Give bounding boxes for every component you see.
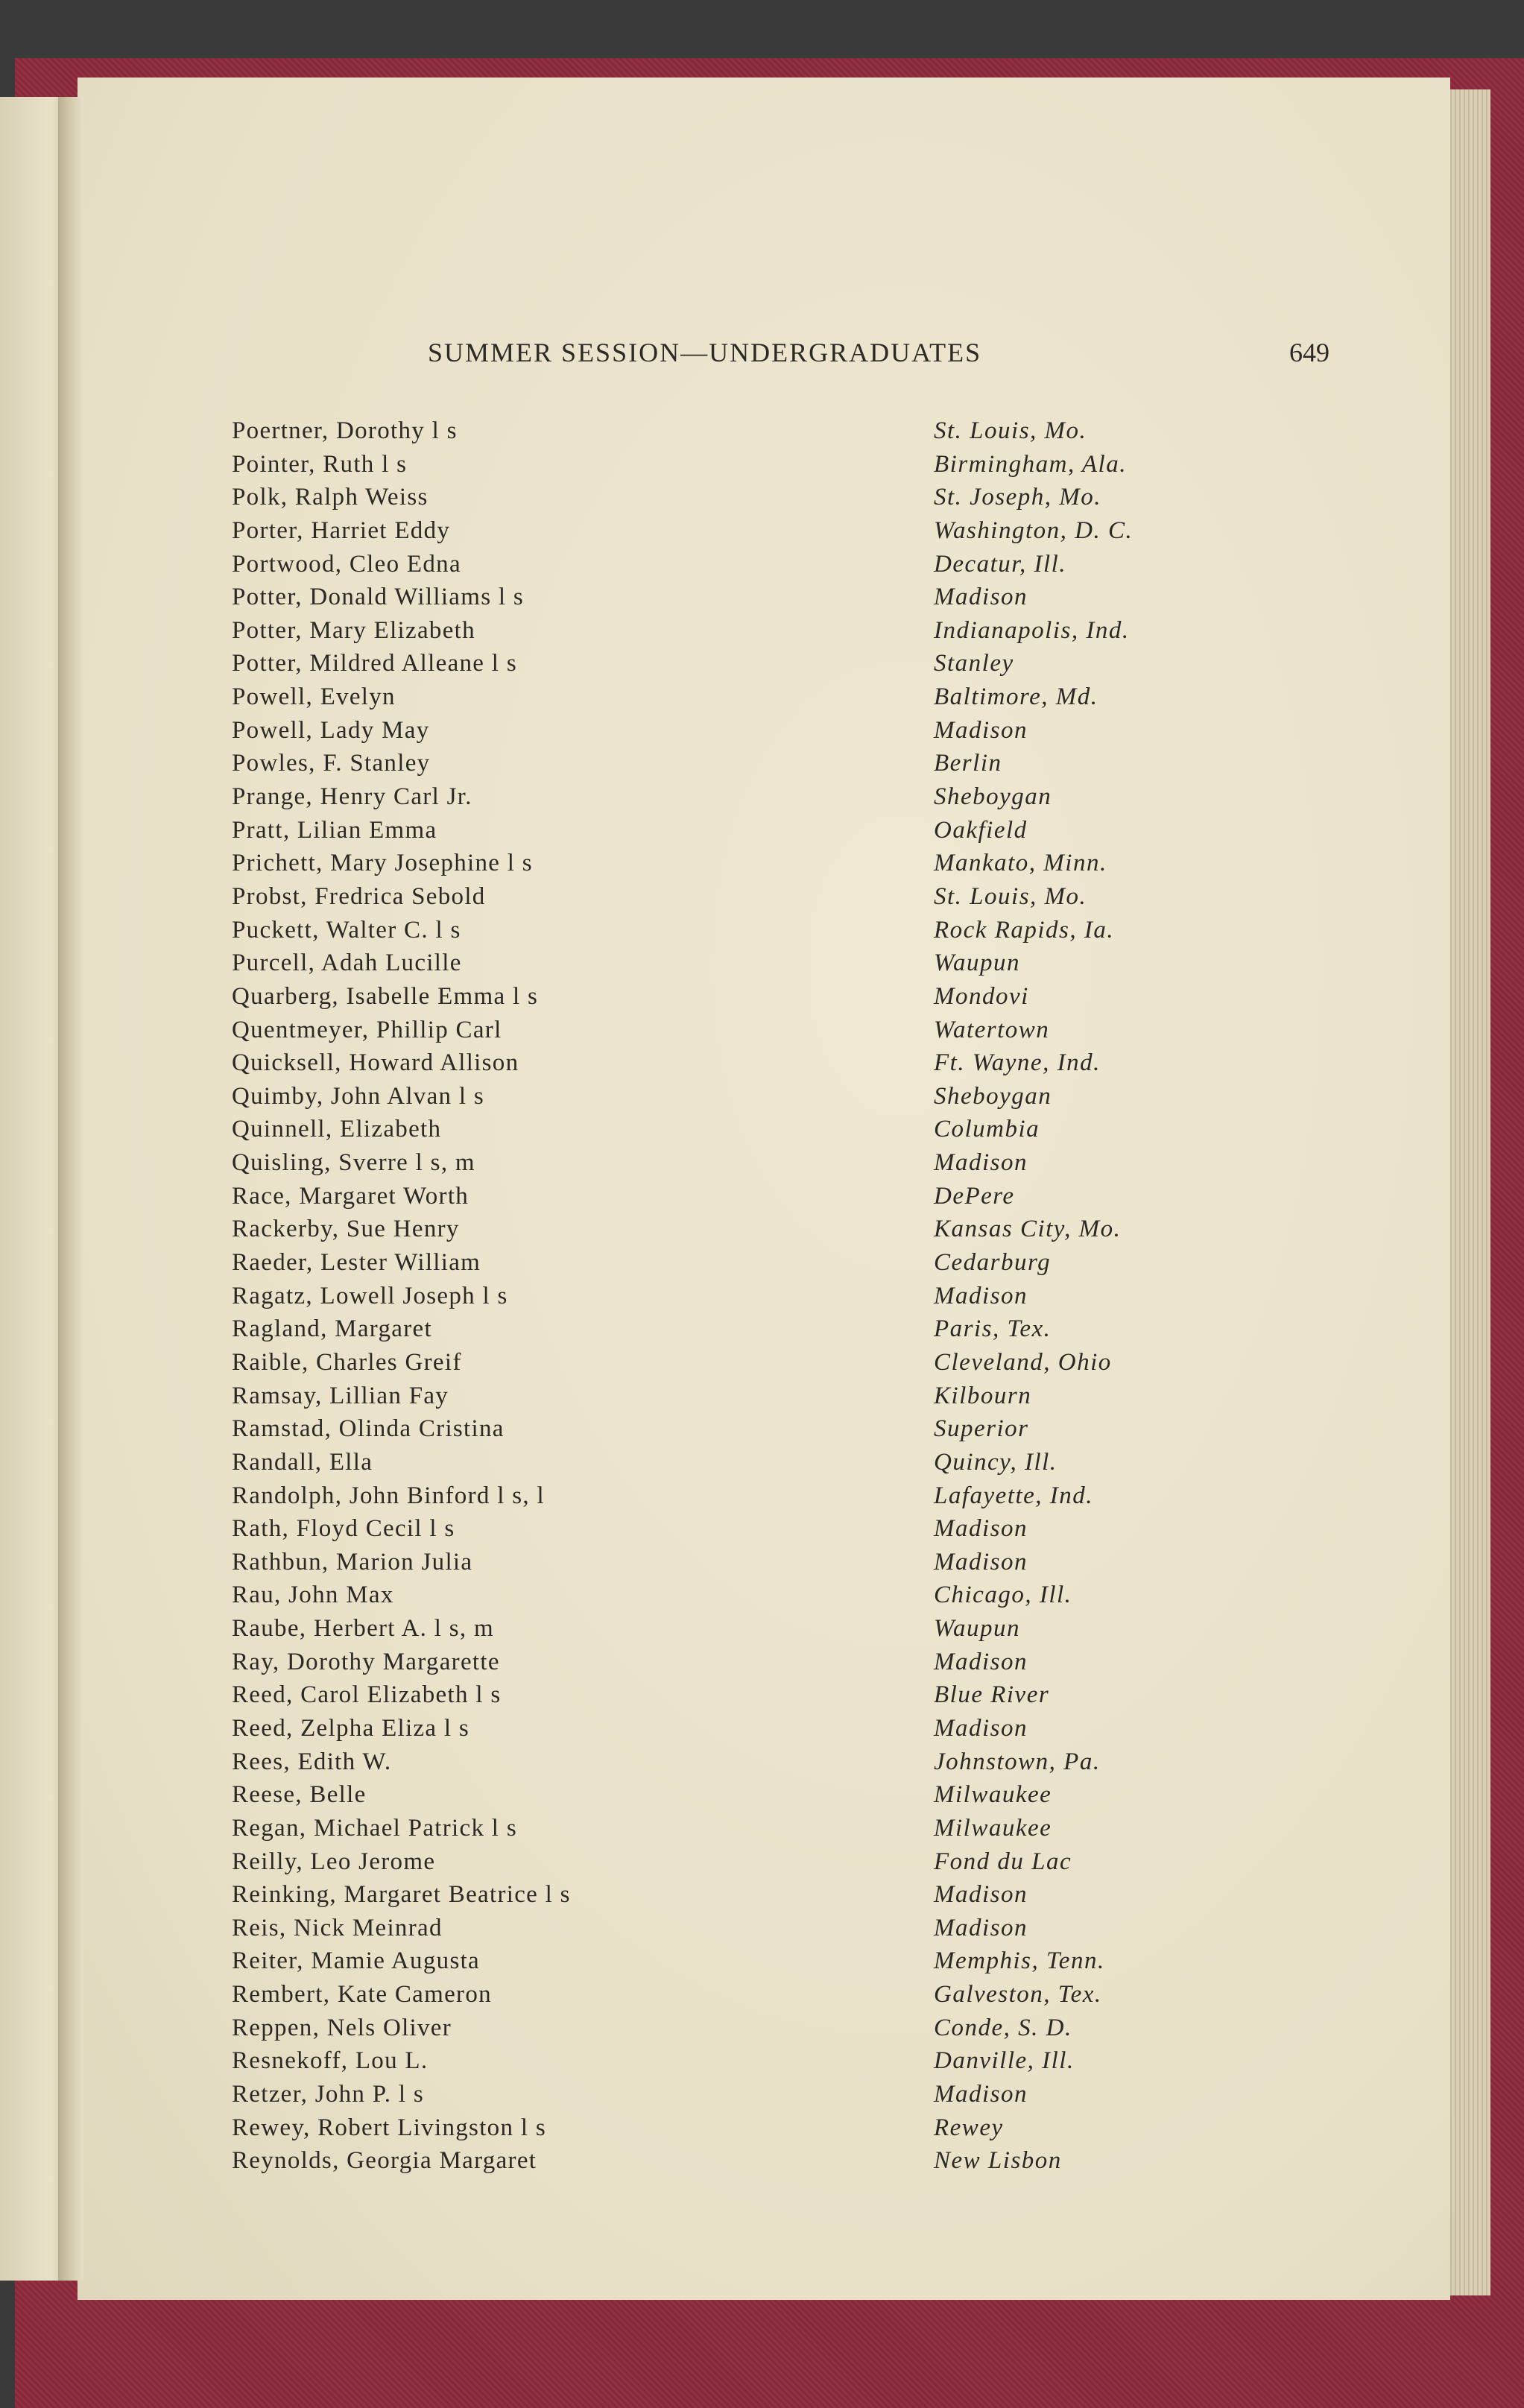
student-hometown: St. Joseph, Mo. [934, 484, 1102, 511]
student-name: Ramsay, Lillian Fay [232, 1382, 449, 1409]
student-name: Reed, Carol Elizabeth l s [232, 1681, 502, 1709]
student-hometown: Superior [934, 1415, 1029, 1443]
list-item [232, 1915, 1350, 1948]
student-hometown: Milwaukee [934, 1814, 1052, 1842]
student-name: Quisling, Sverre l s, m [232, 1149, 475, 1177]
student-hometown: Madison [934, 716, 1028, 744]
student-name: Potter, Mary Elizabeth [232, 616, 475, 644]
student-hometown: Madison [934, 1149, 1028, 1177]
student-name: Reese, Belle [232, 1781, 367, 1809]
student-hometown: Oakfield [934, 816, 1028, 844]
student-hometown: Cleveland, Ohio [934, 1348, 1112, 1376]
student-name: Pointer, Ruth l s [232, 450, 408, 478]
student-name: Powell, Lady May [232, 716, 430, 744]
student-hometown: Madison [934, 1714, 1028, 1742]
list-item [232, 1382, 1350, 1416]
list-item [232, 2147, 1350, 2181]
student-name: Ray, Dorothy Margarette [232, 1648, 500, 1675]
student-name: Prange, Henry Carl Jr. [232, 783, 472, 811]
list-item [232, 1815, 1350, 1848]
student-hometown: Conde, S. D. [934, 2014, 1072, 2041]
student-hometown: Washington, D. C. [934, 516, 1133, 544]
student-hometown: Quincy, Ill. [934, 1448, 1057, 1476]
student-hometown: Kilbourn [934, 1382, 1032, 1409]
list-item [232, 1283, 1350, 1316]
student-name: Reed, Zelpha Eliza l s [232, 1714, 470, 1742]
list-item [232, 1781, 1350, 1815]
student-name: Rath, Floyd Cecil l s [232, 1515, 455, 1543]
student-name: Rackerby, Sue Henry [232, 1216, 460, 1243]
list-item [232, 417, 1350, 451]
student-hometown: Kansas City, Mo. [934, 1216, 1122, 1243]
list-item [232, 1216, 1350, 1249]
student-name: Quimby, John Alvan l s [232, 1082, 485, 1110]
student-name: Raeder, Lester William [232, 1249, 481, 1277]
student-hometown: Paris, Tex. [934, 1315, 1052, 1343]
list-item [232, 517, 1350, 551]
student-name: Retzer, John P. l s [232, 2081, 425, 2108]
student-hometown: St. Louis, Mo. [934, 417, 1087, 444]
list-item [232, 1715, 1350, 1748]
list-item [232, 1482, 1350, 1516]
list-item [232, 1315, 1350, 1349]
list-item [232, 1981, 1350, 2014]
list-item [232, 1681, 1350, 1715]
student-name: Reynolds, Georgia Margaret [232, 2147, 537, 2175]
list-item [232, 1515, 1350, 1549]
page-number: 649 [1289, 338, 1329, 367]
student-hometown: New Lisbon [934, 2147, 1062, 2175]
student-hometown: Fond du Lac [934, 1848, 1072, 1875]
list-item [232, 883, 1350, 917]
student-hometown: Madison [934, 1282, 1028, 1309]
student-name: Rathbun, Marion Julia [232, 1548, 473, 1576]
student-hometown: Rock Rapids, Ia. [934, 916, 1115, 944]
student-name: Puckett, Walter C. l s [232, 916, 461, 944]
student-hometown: Blue River [934, 1681, 1050, 1709]
book-page [78, 78, 1450, 2300]
list-item [232, 1183, 1350, 1216]
student-hometown: Danville, Ill. [934, 2047, 1075, 2075]
student-name: Rees, Edith W. [232, 1748, 392, 1775]
list-item [232, 1149, 1350, 1183]
student-name: Reinking, Margaret Beatrice l s [232, 1881, 571, 1909]
student-name: Reilly, Leo Jerome [232, 1848, 436, 1875]
student-name: Raible, Charles Greif [232, 1348, 462, 1376]
list-item [232, 1881, 1350, 1915]
student-name: Randall, Ella [232, 1448, 373, 1476]
student-name: Rau, John Max [232, 1581, 394, 1609]
student-hometown: Ft. Wayne, Ind. [934, 1049, 1101, 1077]
list-item [232, 783, 1350, 817]
student-name: Poertner, Dorothy l s [232, 417, 458, 444]
student-name: Porter, Harriet Eddy [232, 516, 451, 544]
student-hometown: Sheboygan [934, 783, 1052, 811]
student-name: Rembert, Kate Cameron [232, 1981, 492, 2009]
student-name: Potter, Mildred Alleane l s [232, 650, 517, 677]
list-item [232, 451, 1350, 484]
student-list [232, 417, 1350, 2181]
list-item [232, 1947, 1350, 1981]
student-name: Randolph, John Binford l s, l [232, 1482, 545, 1509]
student-hometown: Waupun [934, 1615, 1020, 1643]
list-item [232, 1017, 1350, 1050]
student-hometown: Stanley [934, 650, 1014, 677]
student-name: Quarberg, Isabelle Emma l s [232, 982, 539, 1010]
list-item [232, 1116, 1350, 1149]
student-hometown: Mondovi [934, 982, 1029, 1010]
student-hometown: Memphis, Tenn. [934, 1947, 1105, 1975]
student-name: Probst, Fredrica Sebold [232, 882, 486, 910]
student-hometown: Baltimore, Md. [934, 683, 1098, 711]
student-name: Powell, Evelyn [232, 683, 396, 711]
student-hometown: Johnstown, Pa. [934, 1748, 1101, 1775]
list-item [232, 717, 1350, 750]
list-item [232, 1581, 1350, 1615]
student-name: Potter, Donald Williams l s [232, 584, 525, 611]
student-name: Reiter, Mamie Augusta [232, 1947, 481, 1975]
student-hometown: Madison [934, 1648, 1028, 1675]
student-hometown: St. Louis, Mo. [934, 882, 1087, 910]
student-hometown: Rewey [934, 2114, 1004, 2141]
student-name: Rewey, Robert Livingston l s [232, 2114, 546, 2141]
student-hometown: Waupun [934, 949, 1020, 977]
student-hometown: Madison [934, 1914, 1028, 1941]
list-item [232, 817, 1350, 850]
list-item [232, 617, 1350, 651]
student-hometown: Decatur, Ill. [934, 550, 1067, 578]
student-hometown: Mankato, Minn. [934, 850, 1107, 877]
student-name: Resnekoff, Lou L. [232, 2047, 429, 2075]
list-item [232, 1748, 1350, 1782]
student-name: Purcell, Adah Lucille [232, 949, 462, 977]
list-item [232, 1049, 1350, 1083]
page-title: SUMMER SESSION—UNDERGRADUATES [428, 338, 982, 367]
list-item [232, 1649, 1350, 1682]
student-name: Regan, Michael Patrick l s [232, 1814, 517, 1842]
student-name: Powles, F. Stanley [232, 750, 431, 777]
list-item [232, 850, 1350, 883]
student-hometown: Berlin [934, 750, 1002, 777]
list-item [232, 2081, 1350, 2114]
student-hometown: Galveston, Tex. [934, 1981, 1102, 2009]
list-item [232, 917, 1350, 950]
list-item [232, 484, 1350, 517]
list-item [232, 750, 1350, 783]
student-hometown: Madison [934, 1548, 1028, 1576]
student-name: Ramstad, Olinda Cristina [232, 1415, 505, 1443]
student-hometown: Lafayette, Ind. [934, 1482, 1094, 1509]
list-item [232, 1449, 1350, 1482]
student-name: Pratt, Lilian Emma [232, 816, 437, 844]
list-item [232, 983, 1350, 1017]
student-hometown: Madison [934, 2081, 1028, 2108]
student-name: Raube, Herbert A. l s, m [232, 1615, 494, 1643]
student-hometown: Milwaukee [934, 1781, 1052, 1809]
student-name: Quinnell, Elizabeth [232, 1116, 442, 1143]
student-name: Reppen, Nels Oliver [232, 2014, 452, 2041]
list-item [232, 683, 1350, 717]
student-hometown: DePere [934, 1182, 1015, 1210]
student-name: Quentmeyer, Phillip Carl [232, 1016, 502, 1043]
student-hometown: Sheboygan [934, 1082, 1052, 1110]
student-hometown: Birmingham, Ala. [934, 450, 1127, 478]
student-name: Quicksell, Howard Allison [232, 1049, 519, 1077]
list-item [232, 2047, 1350, 2081]
student-hometown: Watertown [934, 1016, 1050, 1043]
list-item [232, 1848, 1350, 1882]
book-gutter [58, 97, 83, 2281]
student-hometown: Madison [934, 584, 1028, 611]
list-item [232, 1349, 1350, 1382]
student-hometown: Chicago, Ill. [934, 1581, 1072, 1609]
student-hometown: Columbia [934, 1116, 1040, 1143]
list-item [232, 1249, 1350, 1283]
student-hometown: Indianapolis, Ind. [934, 616, 1130, 644]
list-item [232, 1415, 1350, 1449]
student-hometown: Madison [934, 1515, 1028, 1543]
list-item [232, 2014, 1350, 2048]
student-hometown: Madison [934, 1881, 1028, 1909]
student-name: Prichett, Mary Josephine l s [232, 850, 533, 877]
list-item [232, 2114, 1350, 2148]
student-hometown: Cedarburg [934, 1249, 1052, 1277]
student-name: Ragland, Margaret [232, 1315, 432, 1343]
list-item [232, 1549, 1350, 1582]
list-item [232, 1615, 1350, 1649]
list-item [232, 650, 1350, 683]
list-item [232, 584, 1350, 617]
student-name: Ragatz, Lowell Joseph l s [232, 1282, 508, 1309]
list-item [232, 551, 1350, 584]
student-name: Polk, Ralph Weiss [232, 484, 429, 511]
student-name: Portwood, Cleo Edna [232, 550, 461, 578]
list-item [232, 1083, 1350, 1116]
student-name: Race, Margaret Worth [232, 1182, 469, 1210]
student-name: Reis, Nick Meinrad [232, 1914, 443, 1941]
list-item [232, 949, 1350, 983]
